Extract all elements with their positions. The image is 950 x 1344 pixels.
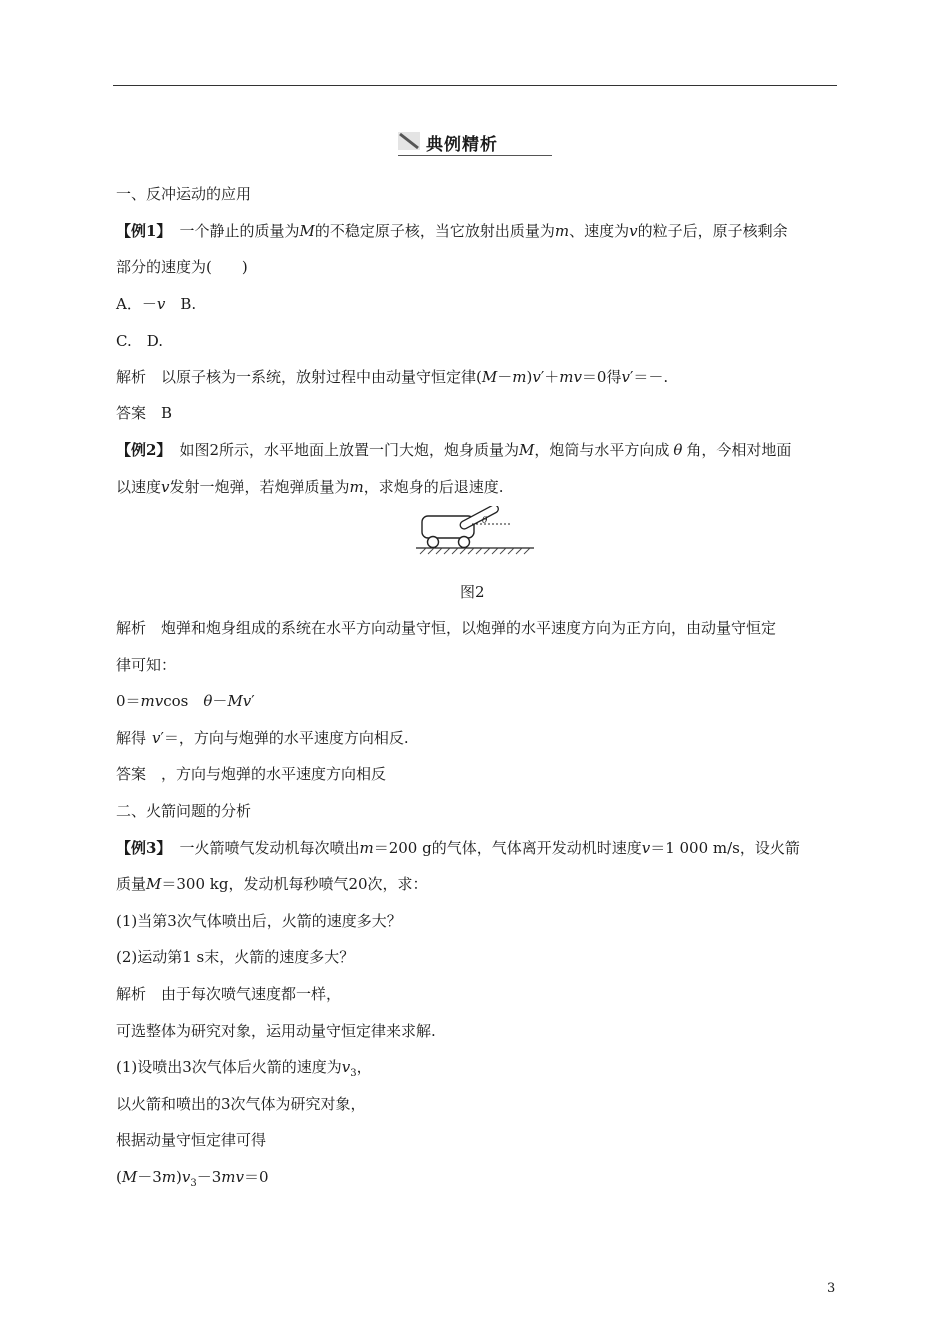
ground-hatching	[420, 548, 530, 554]
example1-question: 【例1】 一个静止的质量为M的不稳定原子核，当它放射出质量为m、速度为v的粒子后，原子核剩余	[116, 222, 788, 240]
part1-heading: 一、反冲运动的应用	[116, 185, 252, 203]
angle-label: θ	[482, 516, 488, 526]
example3-label: 【例3】	[116, 839, 172, 857]
page-number: 3	[827, 1281, 836, 1296]
example2-question-line2: 以速度v发射一炮弹，若炮弹质量为m，求炮身的后退速度.	[116, 478, 504, 496]
example1-label: 【例1】	[116, 222, 172, 240]
section-marker-icon	[398, 132, 420, 150]
example1-question-line2: 部分的速度为( )	[116, 258, 248, 276]
example3-analysis-line5: 根据动量守恒定律可得	[116, 1131, 267, 1149]
header-rule	[113, 85, 837, 86]
cannon-wheel-left	[428, 537, 439, 548]
cannon-figure	[414, 506, 538, 562]
example3-question-line2: 质量M＝300 kg，发动机每秒喷气20次，求：	[116, 875, 428, 893]
example2-analysis-line1: 解析 炮弹和炮身组成的系统在水平方向动量守恒，以炮弹的水平速度方向为正方向，由动量守恒定	[116, 619, 777, 637]
example1-analysis: 解析 以原子核为一系统，放射过程中由动量守恒定律(M－m)v′＋mv＝0得v′＝－.	[116, 368, 669, 386]
example2-analysis-line2: 律可知：	[116, 656, 177, 674]
example2-question: 【例2】 如图2所示，水平地面上放置一门大炮，炮身质量为M，炮筒与水平方向成 θ 角，今相对地面	[116, 441, 792, 459]
example3-subquestion-2: (2)运动第1 s末，火箭的速度多大？	[116, 948, 355, 966]
example1-answer: 答案 B	[116, 404, 173, 422]
example3-analysis-line1: 解析 由于每次喷气速度都一样，	[116, 985, 342, 1003]
cannon-barrel	[459, 506, 500, 530]
example3-subquestion-1: (1)当第3次气体喷出后，火箭的速度多大？	[116, 912, 402, 930]
example3-analysis-line2: 可选整体为研究对象，运用动量守恒定律来求解.	[116, 1022, 436, 1040]
example1-options-cd: C. D.	[116, 332, 163, 350]
example2-label: 【例2】	[116, 441, 172, 459]
example2-answer: 答案 ，方向与炮弹的水平速度方向相反	[116, 765, 387, 783]
example1-options-ab: A．－v B.	[116, 295, 197, 313]
part2-heading: 二、火箭问题的分析	[116, 802, 252, 820]
figure-caption: 图2	[460, 583, 485, 601]
example2-solution: 解得 v′＝，方向与炮弹的水平速度方向相反.	[116, 729, 409, 747]
example3-equation: $(M-3m)v_3-3mv=0$	[116, 1168, 269, 1189]
section-header	[398, 128, 552, 156]
example2-equation: 0＝mvcos θ－Mv′	[116, 692, 255, 710]
example3-question: 【例3】 一火箭喷气发动机每次喷出m＝200 g的气体，气体离开发动机时速度v＝1 000 m/s，设火箭	[116, 839, 800, 857]
example3-analysis-line4: 以火箭和喷出的3次气体为研究对象，	[116, 1095, 366, 1113]
section-underline	[398, 155, 552, 156]
section-title: 典例精析	[426, 135, 498, 155]
cannon-wheel-right	[459, 537, 470, 548]
example3-analysis-line3: (1)设喷出3次气体后火箭的速度为$v_3$，	[116, 1058, 372, 1079]
